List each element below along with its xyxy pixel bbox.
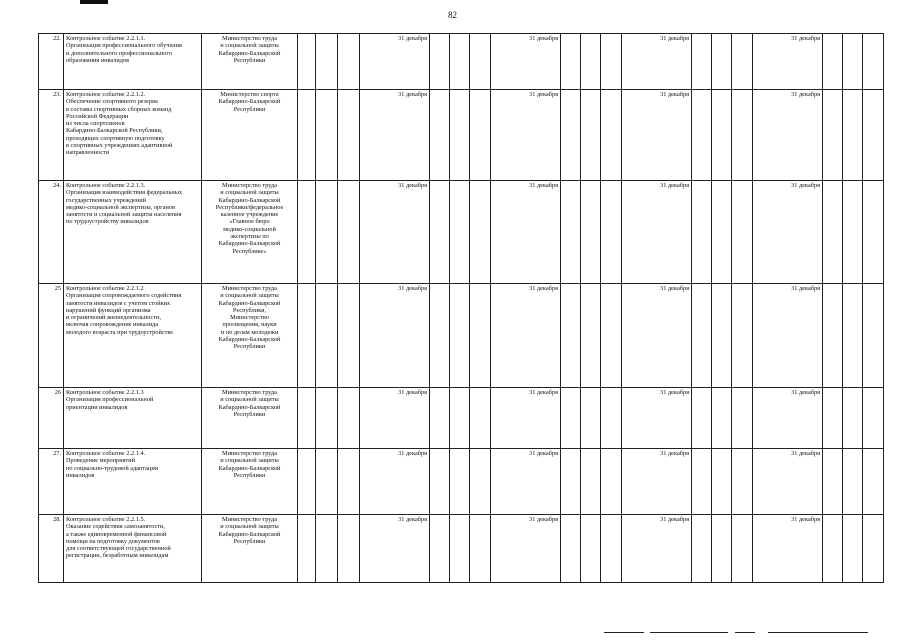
empty-cell bbox=[732, 388, 753, 449]
empty-cell bbox=[430, 181, 450, 284]
control-events-table bbox=[38, 33, 884, 583]
empty-cell bbox=[581, 515, 601, 583]
responsible-line: Кабардино-Балкарской bbox=[218, 403, 281, 411]
deadline-cell: 31 декабря bbox=[360, 284, 430, 388]
event-line: помощи на подготовку документов bbox=[66, 537, 160, 545]
responsible-line: Министерство труда bbox=[221, 182, 278, 189]
empty-cell bbox=[692, 515, 712, 583]
empty-cell bbox=[712, 449, 732, 515]
empty-cell bbox=[430, 515, 450, 583]
event-line: Российской Федерации bbox=[66, 112, 129, 120]
deadline-cell: 31 декабря bbox=[491, 181, 561, 284]
empty-cell bbox=[823, 449, 843, 515]
table-row bbox=[39, 181, 884, 284]
empty-cell bbox=[561, 90, 581, 181]
empty-cell bbox=[561, 34, 581, 90]
empty-cell bbox=[470, 388, 491, 449]
event-line: занятости и социальной защиты населения bbox=[66, 211, 182, 219]
responsible-line: и социальной защиты bbox=[220, 523, 279, 531]
empty-cell bbox=[561, 515, 581, 583]
event-line: для соответствующей государственной bbox=[66, 545, 171, 553]
event-line: направленности bbox=[66, 149, 110, 157]
event-line: Кабардино-Балкарской Республики, bbox=[66, 127, 163, 135]
empty-cell bbox=[298, 449, 316, 515]
event-description bbox=[64, 449, 202, 515]
empty-cell bbox=[863, 90, 884, 181]
responsible-line: и социальной защиты bbox=[220, 457, 279, 465]
deadline-cell: 31 декабря bbox=[753, 449, 823, 515]
event-description bbox=[64, 388, 202, 449]
event-description bbox=[64, 515, 202, 583]
empty-cell bbox=[430, 388, 450, 449]
event-line: инвалидов bbox=[66, 471, 95, 479]
empty-cell bbox=[843, 181, 863, 284]
responsible-line: казенное учреждение bbox=[220, 211, 279, 219]
deadline-cell: 31 декабря bbox=[622, 449, 692, 515]
empty-cell bbox=[338, 284, 360, 388]
empty-cell bbox=[692, 181, 712, 284]
empty-cell bbox=[863, 388, 884, 449]
empty-cell bbox=[338, 181, 360, 284]
empty-cell bbox=[863, 284, 884, 388]
row-number: 25 bbox=[39, 284, 64, 388]
empty-cell bbox=[470, 449, 491, 515]
event-line: Организация профессионального обучения bbox=[66, 42, 182, 50]
deadline-cell: 31 декабря bbox=[360, 90, 430, 181]
empty-cell bbox=[561, 449, 581, 515]
empty-cell bbox=[692, 34, 712, 90]
empty-cell bbox=[298, 284, 316, 388]
event-line: Организация профессиональной bbox=[66, 396, 154, 404]
responsible-line: Министерство труда bbox=[221, 516, 278, 523]
empty-cell bbox=[450, 181, 470, 284]
deadline-cell: 31 декабря bbox=[360, 34, 430, 90]
empty-cell bbox=[581, 388, 601, 449]
page-number: 82 bbox=[448, 10, 457, 20]
deadline-cell: 31 декабря bbox=[622, 181, 692, 284]
responsible-line: просвещения, науки bbox=[222, 321, 277, 329]
responsible-line: Кабардино-Балкарской bbox=[218, 49, 281, 57]
event-line: проходящих спортивную подготовку bbox=[66, 134, 165, 142]
event-line: Контрольное событие 2.2.1.4. bbox=[66, 450, 146, 457]
deadline-cell: 31 декабря bbox=[360, 388, 430, 449]
row-number: 22. bbox=[39, 34, 64, 90]
empty-cell bbox=[450, 515, 470, 583]
responsible-line: Кабардино-Балкарской bbox=[218, 98, 281, 106]
event-line: государственных учреждений bbox=[66, 196, 147, 204]
empty-cell bbox=[843, 34, 863, 90]
empty-cell bbox=[450, 449, 470, 515]
responsible-line: медико-социальной bbox=[223, 225, 276, 233]
empty-cell bbox=[863, 181, 884, 284]
empty-cell bbox=[823, 284, 843, 388]
responsible-line: Республики bbox=[233, 471, 266, 479]
responsible-line: Кабардино-Балкарской bbox=[218, 196, 281, 204]
event-line: в спортивных учреждениях адаптивной bbox=[66, 142, 173, 150]
deadline-cell: 31 декабря bbox=[753, 34, 823, 90]
empty-cell bbox=[316, 34, 338, 90]
event-line: из числа спортсменов bbox=[66, 120, 125, 128]
empty-cell bbox=[581, 181, 601, 284]
empty-cell bbox=[601, 90, 622, 181]
empty-cell bbox=[450, 90, 470, 181]
empty-cell bbox=[863, 515, 884, 583]
empty-cell bbox=[712, 388, 732, 449]
empty-cell bbox=[712, 515, 732, 583]
empty-cell bbox=[712, 284, 732, 388]
event-line: по трудоустройству инвалидов bbox=[66, 218, 149, 226]
empty-cell bbox=[450, 284, 470, 388]
deadline-cell: 31 декабря bbox=[491, 284, 561, 388]
empty-cell bbox=[843, 90, 863, 181]
empty-cell bbox=[298, 181, 316, 284]
empty-cell bbox=[561, 388, 581, 449]
event-line: регистрации, безработным инвалидам bbox=[66, 552, 169, 560]
empty-cell bbox=[601, 284, 622, 388]
event-line: Контрольное событие 2.2.1.3. bbox=[66, 182, 146, 189]
deadline-cell: 31 декабря bbox=[622, 90, 692, 181]
table-row bbox=[39, 90, 884, 181]
deadline-cell: 31 декабря bbox=[360, 181, 430, 284]
responsible-line: Министерство bbox=[230, 314, 269, 322]
empty-cell bbox=[430, 34, 450, 90]
empty-cell bbox=[298, 388, 316, 449]
empty-cell bbox=[450, 388, 470, 449]
deadline-cell: 31 декабря bbox=[360, 449, 430, 515]
empty-cell bbox=[430, 449, 450, 515]
empty-cell bbox=[470, 284, 491, 388]
table-row bbox=[39, 388, 884, 449]
row-number: 26 bbox=[39, 388, 64, 449]
empty-cell bbox=[316, 515, 338, 583]
responsible-line: и по делам молодежи bbox=[220, 328, 279, 336]
responsible-line: Республики bbox=[233, 105, 266, 113]
event-line: а также единовременной финансовой bbox=[66, 530, 167, 538]
event-description bbox=[64, 284, 202, 388]
event-line: Проведение мероприятий bbox=[66, 457, 135, 465]
empty-cell bbox=[298, 34, 316, 90]
empty-cell bbox=[843, 515, 863, 583]
empty-cell bbox=[316, 388, 338, 449]
empty-cell bbox=[692, 284, 712, 388]
responsible-line: Кабардино-Балкарской bbox=[218, 240, 281, 248]
row-number: 28. bbox=[39, 515, 64, 583]
event-line: медико-социальной экспертизы, органов bbox=[66, 203, 176, 211]
empty-cell bbox=[430, 284, 450, 388]
empty-cell bbox=[430, 90, 450, 181]
responsible-line: и социальной защиты bbox=[220, 396, 279, 404]
deadline-cell: 31 декабря bbox=[491, 34, 561, 90]
empty-cell bbox=[692, 90, 712, 181]
empty-cell bbox=[732, 181, 753, 284]
deadline-cell: 31 декабря bbox=[753, 515, 823, 583]
empty-cell bbox=[601, 449, 622, 515]
empty-cell bbox=[823, 388, 843, 449]
responsible-executor bbox=[202, 284, 298, 388]
deadline-cell: 31 декабря bbox=[753, 388, 823, 449]
empty-cell bbox=[338, 388, 360, 449]
empty-cell bbox=[470, 90, 491, 181]
deadline-cell: 31 декабря bbox=[360, 515, 430, 583]
empty-cell bbox=[338, 449, 360, 515]
responsible-executor bbox=[202, 515, 298, 583]
event-line: Организация сопровождаемого содействия bbox=[66, 292, 182, 300]
responsible-line: Кабардино-Балкарской bbox=[218, 299, 281, 307]
responsible-line: Кабардино-Балкарской bbox=[218, 530, 281, 538]
empty-cell bbox=[601, 34, 622, 90]
empty-cell bbox=[470, 34, 491, 90]
event-line: Контрольное событие 2.2.1.2. bbox=[66, 91, 146, 98]
empty-cell bbox=[692, 388, 712, 449]
deadline-cell: 31 декабря bbox=[622, 34, 692, 90]
responsible-line: Кабардино-Балкарской bbox=[218, 336, 281, 344]
empty-cell bbox=[601, 181, 622, 284]
event-line: занятости инвалидов с учетом стойких bbox=[66, 299, 171, 307]
empty-cell bbox=[712, 34, 732, 90]
deadline-cell: 31 декабря bbox=[753, 181, 823, 284]
responsible-executor bbox=[202, 181, 298, 284]
event-line: образования инвалидов bbox=[66, 56, 130, 64]
event-line: включая сопровождение инвалида bbox=[66, 321, 159, 329]
event-line: и дополнительного профессионального bbox=[66, 49, 172, 57]
table-row bbox=[39, 284, 884, 388]
empty-cell bbox=[863, 34, 884, 90]
responsible-line: Республики bbox=[233, 343, 266, 351]
event-line: Контрольное событие 2.2.1.5. bbox=[66, 516, 146, 523]
empty-cell bbox=[316, 90, 338, 181]
empty-cell bbox=[843, 449, 863, 515]
bottom-rule bbox=[768, 632, 868, 633]
bottom-rule bbox=[735, 632, 755, 633]
responsible-line: Республики, bbox=[232, 306, 267, 314]
deadline-cell: 31 декабря bbox=[753, 284, 823, 388]
empty-cell bbox=[732, 34, 753, 90]
event-line: ориентации инвалидов bbox=[66, 403, 128, 411]
empty-cell bbox=[692, 449, 712, 515]
empty-cell bbox=[601, 515, 622, 583]
empty-cell bbox=[732, 284, 753, 388]
bottom-rule bbox=[650, 632, 728, 633]
deadline-cell: 31 декабря bbox=[491, 388, 561, 449]
empty-cell bbox=[732, 90, 753, 181]
empty-cell bbox=[581, 90, 601, 181]
empty-cell bbox=[581, 449, 601, 515]
responsible-line: Республики bbox=[233, 56, 266, 64]
empty-cell bbox=[823, 90, 843, 181]
event-line: Контрольное событие 2.2.1.2 bbox=[66, 285, 144, 292]
event-line: Оказание содействия самозанятости, bbox=[66, 523, 166, 531]
responsible-line: Кабардино-Балкарской bbox=[218, 464, 281, 472]
responsible-line: и социальной защиты bbox=[220, 189, 279, 197]
event-line: нарушений функций организма bbox=[66, 306, 151, 314]
event-line: по социально-трудовой адаптации bbox=[66, 464, 159, 472]
event-description bbox=[64, 181, 202, 284]
deadline-cell: 31 декабря bbox=[622, 515, 692, 583]
empty-cell bbox=[581, 284, 601, 388]
empty-cell bbox=[712, 181, 732, 284]
empty-cell bbox=[561, 181, 581, 284]
empty-cell bbox=[843, 388, 863, 449]
empty-cell bbox=[338, 34, 360, 90]
responsible-executor bbox=[202, 388, 298, 449]
event-description bbox=[64, 34, 202, 90]
responsible-executor bbox=[202, 449, 298, 515]
empty-cell bbox=[581, 34, 601, 90]
responsible-executor bbox=[202, 90, 298, 181]
deadline-cell: 31 декабря bbox=[491, 449, 561, 515]
empty-cell bbox=[561, 284, 581, 388]
event-description bbox=[64, 90, 202, 181]
responsible-line: Министерство труда bbox=[221, 450, 278, 457]
empty-cell bbox=[712, 90, 732, 181]
responsible-line: и социальной защиты bbox=[220, 292, 279, 300]
deadline-cell: 31 декабря bbox=[622, 284, 692, 388]
empty-cell bbox=[316, 181, 338, 284]
corner-mark bbox=[80, 0, 108, 4]
table-row bbox=[39, 449, 884, 515]
row-number: 27. bbox=[39, 449, 64, 515]
empty-cell bbox=[470, 181, 491, 284]
row-number: 23. bbox=[39, 90, 64, 181]
empty-cell bbox=[298, 90, 316, 181]
bottom-rule bbox=[604, 632, 644, 633]
deadline-cell: 31 декабря bbox=[753, 90, 823, 181]
empty-cell bbox=[316, 449, 338, 515]
responsible-line: Республики bbox=[233, 537, 266, 545]
empty-cell bbox=[470, 515, 491, 583]
event-line: молодого возраста при трудоустройстве bbox=[66, 328, 174, 336]
event-line: и ограничений жизнедеятельности, bbox=[66, 314, 161, 322]
event-line: Обеспечение спортивного резерва bbox=[66, 98, 158, 106]
row-number: 24. bbox=[39, 181, 64, 284]
responsible-line: Министерство спорта bbox=[220, 91, 279, 98]
responsible-line: Республики bbox=[233, 410, 266, 418]
responsible-line: и социальной защиты bbox=[220, 42, 279, 50]
empty-cell bbox=[732, 515, 753, 583]
responsible-line: Министерство труда bbox=[221, 285, 278, 292]
empty-cell bbox=[863, 449, 884, 515]
empty-cell bbox=[823, 181, 843, 284]
event-line: Организация взаимодействия федеральных bbox=[66, 189, 183, 197]
event-line: в составы спортивных сборных команд bbox=[66, 105, 172, 113]
empty-cell bbox=[316, 284, 338, 388]
event-line: Контрольное событие 2.2.1.3 bbox=[66, 389, 144, 396]
empty-cell bbox=[338, 515, 360, 583]
responsible-line: Республики/федеральное bbox=[215, 203, 284, 211]
responsible-line: Министерство труда bbox=[221, 35, 278, 42]
empty-cell bbox=[823, 515, 843, 583]
empty-cell bbox=[338, 90, 360, 181]
empty-cell bbox=[843, 284, 863, 388]
empty-cell bbox=[298, 515, 316, 583]
responsible-line: Министерство труда bbox=[221, 389, 278, 396]
table-row bbox=[39, 515, 884, 583]
responsible-line: экспертизы по bbox=[230, 233, 269, 241]
table-row bbox=[39, 34, 884, 90]
deadline-cell: 31 декабря bbox=[622, 388, 692, 449]
responsible-line: «Главное бюро bbox=[229, 218, 270, 226]
empty-cell bbox=[732, 449, 753, 515]
event-line: Контрольное событие 2.2.1.1. bbox=[66, 35, 146, 42]
empty-cell bbox=[823, 34, 843, 90]
responsible-line: Республике» bbox=[232, 247, 267, 255]
deadline-cell: 31 декабря bbox=[491, 515, 561, 583]
empty-cell bbox=[450, 34, 470, 90]
empty-cell bbox=[601, 388, 622, 449]
deadline-cell: 31 декабря bbox=[491, 90, 561, 181]
responsible-executor bbox=[202, 34, 298, 90]
